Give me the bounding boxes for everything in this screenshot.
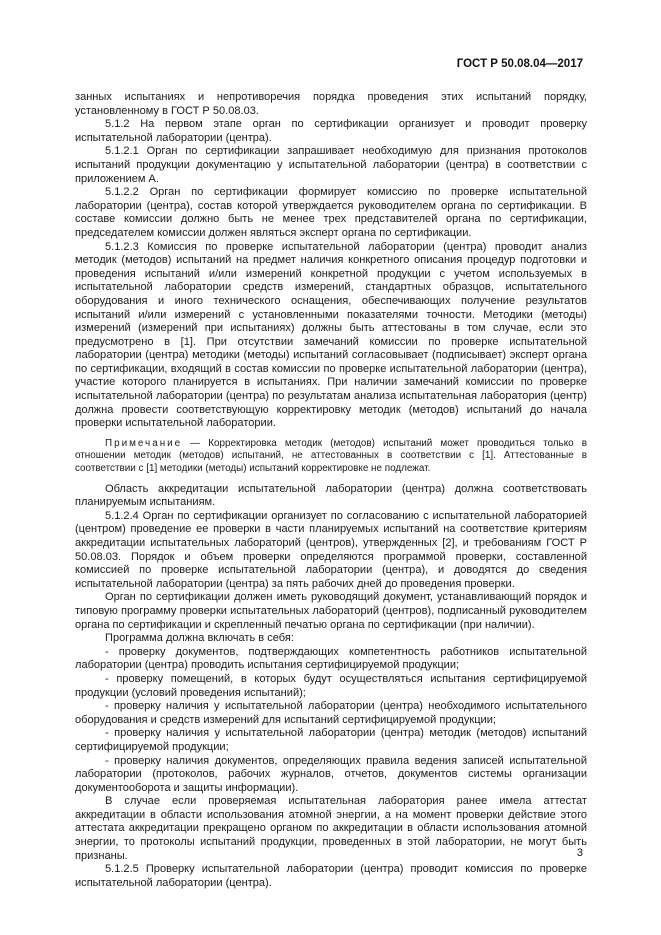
note-block [75,438,587,476]
paragraph-5-1-2-3: 5.1.2.3 Комиссия по проверке испытательной лаборатории (центра) проводит анализ методик (методов) испытаний на предмет наличия конкретного описания процедур подготовки и проведения испытаний и/или измерений конкретной продукции с учетом используемых в испытательной лаборатории средств измерений, стандартных образцов, испытательного оборудования и иного технического оснащения, обеспечивающих получение результатов испытаний и/или измерений с установленными показателями точности. Методики (методы) измерений (измерений при испытаниях) должны быть аттестованы в том случае, если это предусмотрено в [1]. При отсутствии замечаний комиссии по проверке испытательной лаборатории (центра) методики (методы) испытаний согласовывает (подписывает) эксперт органа по сертификации, входящий в состав комиссии по проверке испытательной лаборатории (центра), участие которого планируется в испытаниях. При наличии замечаний комиссии по проверке испытательной лаборатории (центра) по результатам анализа испытательная лаборатория (центр) должна провести соответствующую корректировку методик (методов) испытаний до начала проверки испытательной лаборатории. [75,240,587,430]
paragraph-guidance-document: Орган по сертификации должен иметь руководящий документ, устанавливающий порядок и типовую программу проверки испытательных лабораторий (центров), подписанный руководителем органа по сертификации и скрепленный печатью органа по сертификации (при наличии). [75,591,587,631]
list-item: - проверку наличия документов, определяющих правила ведения записей испытательной лаборатории (протоколов, рабочих журналов, отчетов, документов системы организации документооборота и защиты информации). [75,754,587,794]
paragraph-5-1-2-1: 5.1.2.1 Орган по сертификации запрашивает необходимую для признания протоколов испытаний продукции документацию у испытательной лаборатории (центра) в соответствии с приложением А. [75,145,587,185]
list-item: - проверку наличия у испытательной лаборатории (центра) необходимого испытательного оборудования и средств измерений для испытаний сертифицируемой продукции; [75,700,587,726]
note-dash: — [182,437,209,449]
list-item: - проверку помещений, в которых будут осуществляться испытания сертифицируемой продукции (условий проведения испытаний); [75,672,587,699]
page-number: 3 [576,847,583,859]
document-code-header: ГОСТ Р 50.08.04—2017 [456,58,583,70]
paragraph-5-1-2: 5.1.2 На первом этапе орган по сертификации организует и проводит проверку испытательной лаборатории (центра). [75,118,587,144]
paragraph-5-1-2-2: 5.1.2.2 Орган по сертификации формирует комиссию по проверке испытательной лаборатории (центра), состав которой утверждается руководителем органа по сертификации. В составе комиссии должно быть не менее трех представителей органа по сертификации, председателем комиссии должен являться эксперт органа по сертификации. [75,186,587,239]
paragraph-program-intro: Программа должна включать в себя: [105,632,294,645]
paragraph-5-1-2-5: 5.1.2.5 Проверку испытательной лаборатории (центра) проводит комиссия по проверке испытательной лаборатории (центра). [75,863,587,889]
paragraph-5-1-2-4: 5.1.2.4 Орган по сертификации организует по согласованию с испытательной лабораторией (центром) проведение ее проверки в части планируемых испытаний на соответствие критериям аккредитации испытательных лабораторий (центров), утвержденных [2], и требованиям ГОСТ Р 50.08.03. Порядок и объем проверки определяются программой проверки, составленной комиссией по проверке испытательной лаборатории (центра), и доводятся до сведения испытательной лаборатории (центра) за пять рабочих дней до проведения проверки. [75,509,587,590]
paragraph-atomic-energy: В случае если проверяемая испытательная лаборатория ранее имела аттестат аккредитации в области использования атомной энергии, а на момент проверки действие этого аттестата аккредитации прекращено органом по аккредитации в области использования атомной энергии, то протоколы испытаний продукции, проведенных в этой лаборатории, не могут быть признаны. [75,795,587,862]
note-label: Примечание [105,437,183,449]
list-item: - проверку наличия у испытательной лаборатории (центра) методик (методов) испытаний сертифицируемой продукции; [75,727,587,753]
paragraph-accreditation-scope: Область аккредитации испытательной лаборатории (центра) должна соответствовать планируемым испытаниям. [75,482,587,509]
list-item: - проверку документов, подтверждающих компетентность работников испытательной лаборатории (центра) проводить испытания сертифицируемой продукции; [75,645,587,672]
document-body [75,91,587,890]
paragraph-continuation: занных испытаниях и непротиворечия порядка проведения этих испытаний порядку, установленному в ГОСТ Р 50.08.03. [75,91,587,117]
note-text: Корректировка методик (методов) испытаний может проводиться только в отношении методик (методов) испытаний, не аттестованных в соответствии с [1]. Аттестованные в соответствии с [1] методики (методы) испытаний корректировке не подлежат. [75,437,587,475]
